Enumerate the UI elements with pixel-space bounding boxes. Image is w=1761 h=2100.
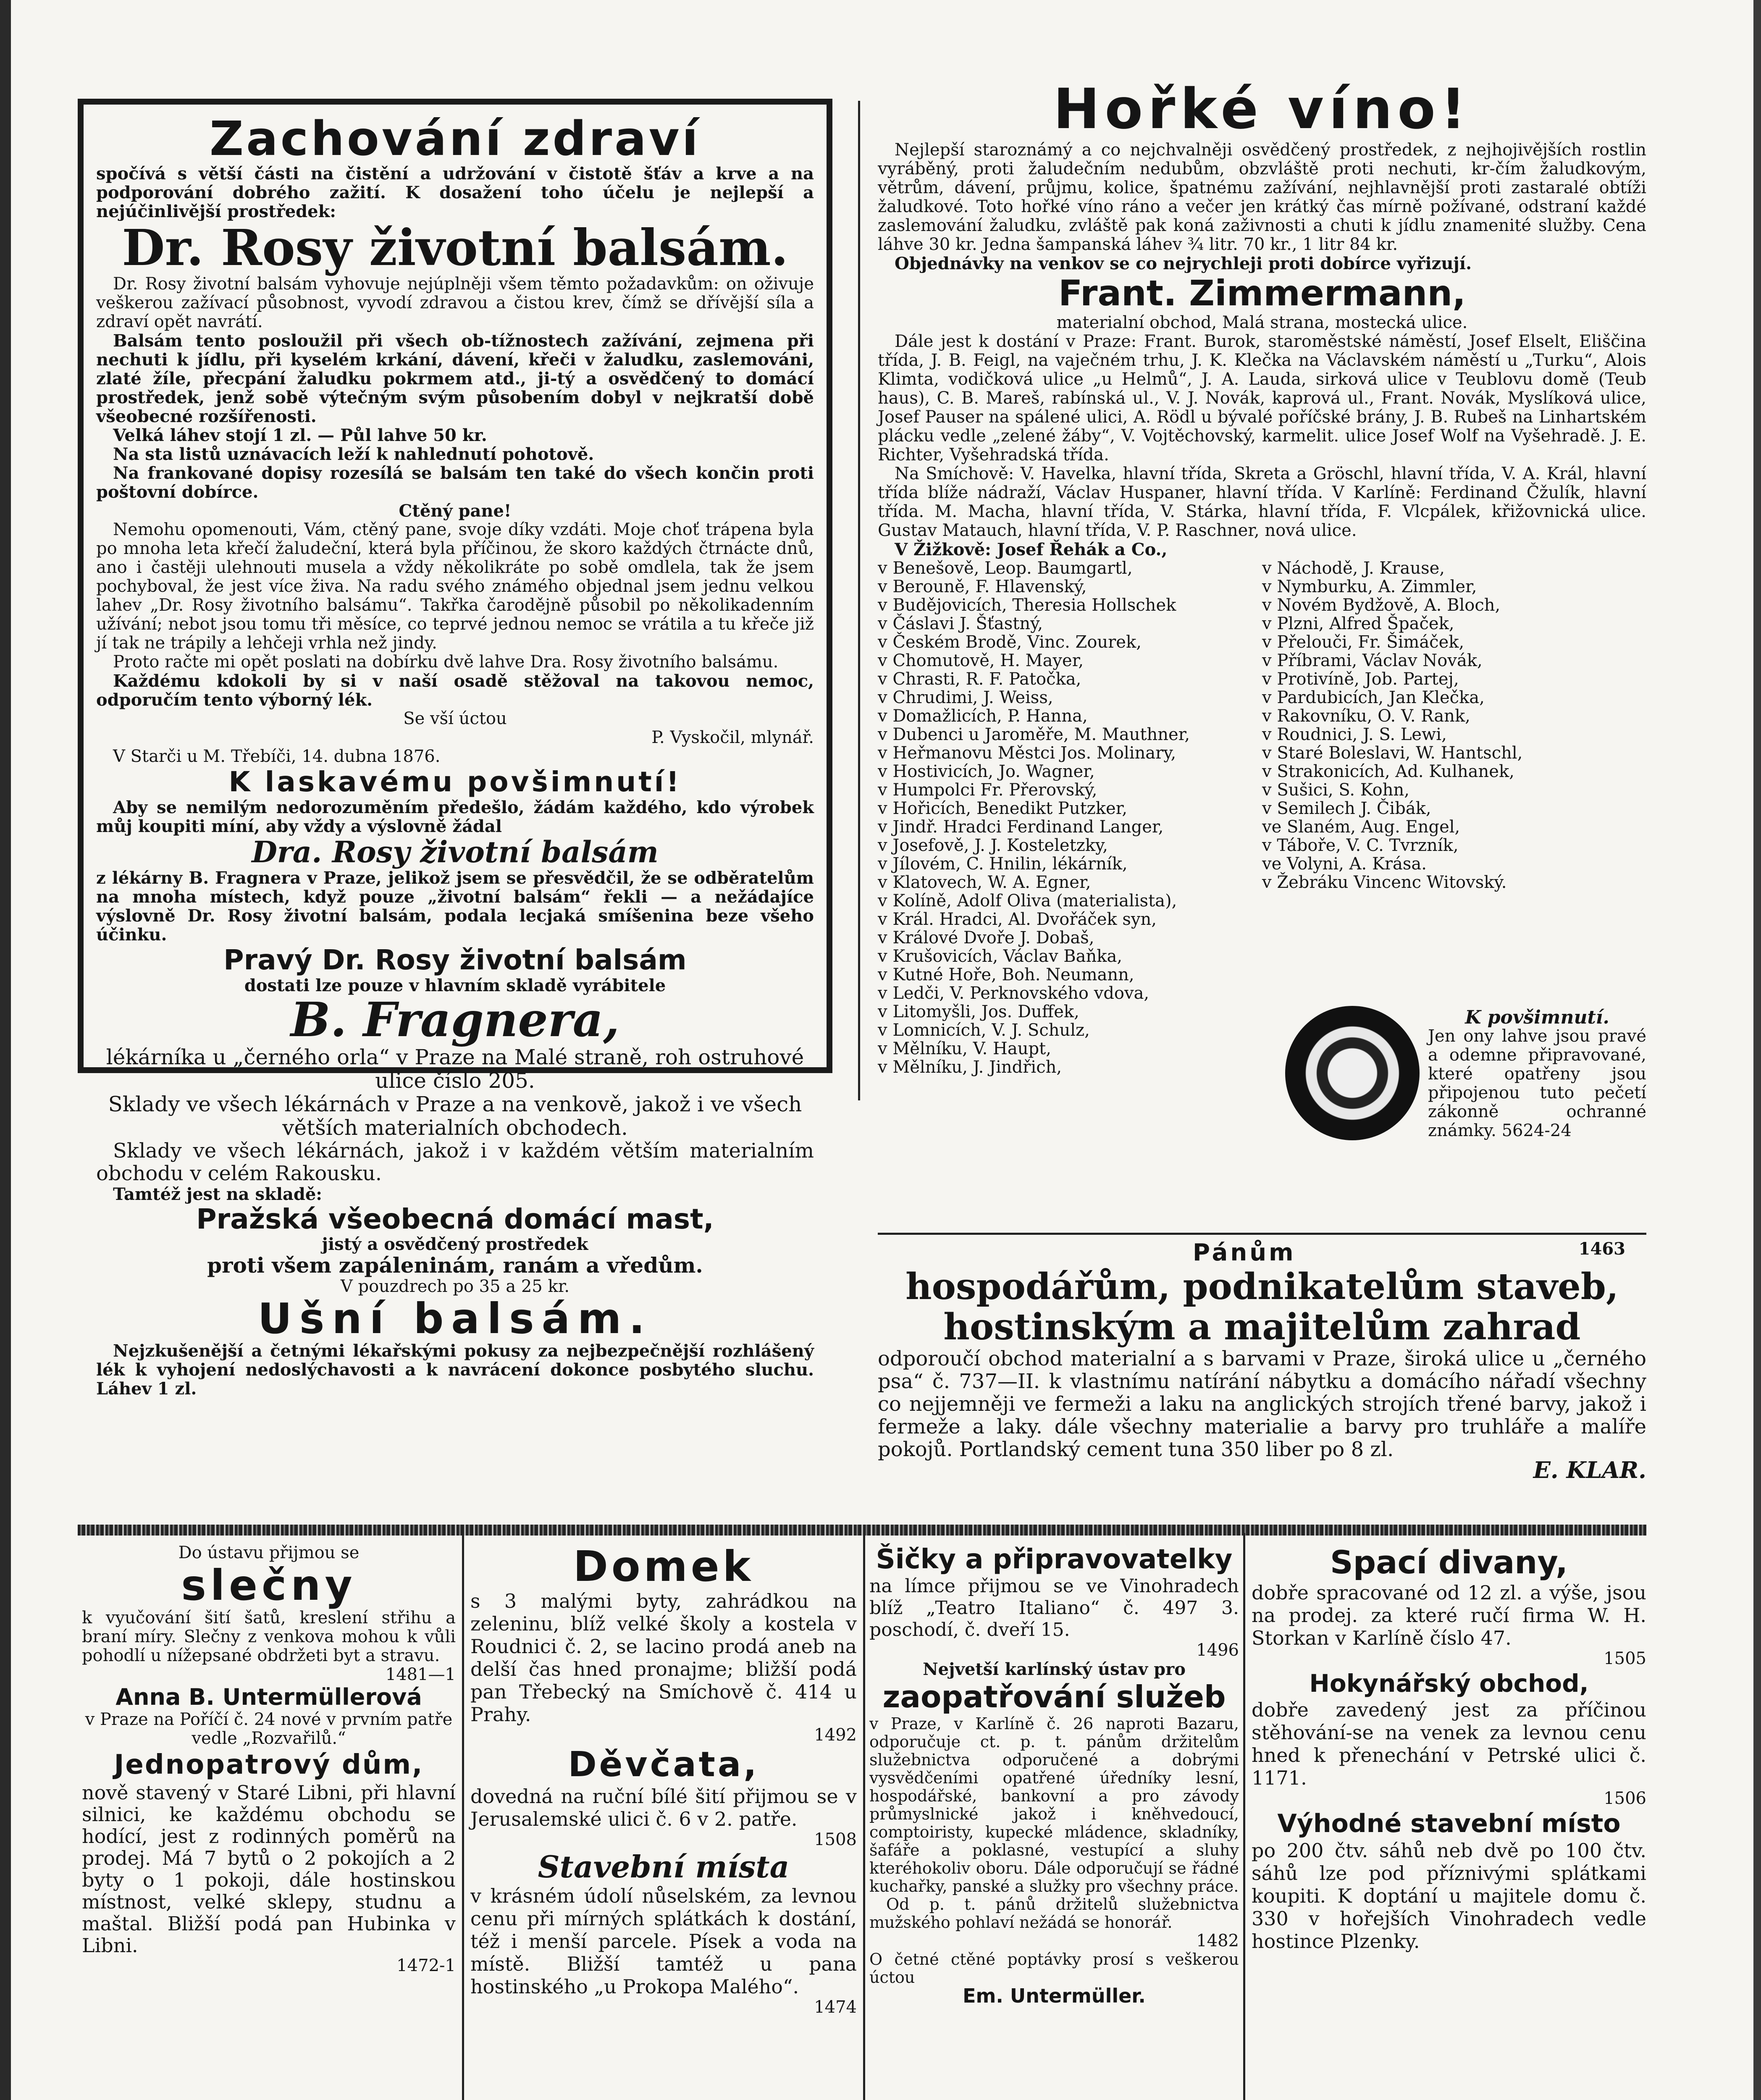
seller-name: Frant. Zimmermann, bbox=[1058, 273, 1466, 314]
salve-sub: jistý a osvědčený prostředek bbox=[322, 1234, 588, 1254]
town-stockist: v Semilech J. Čibák, bbox=[1262, 799, 1431, 818]
ad-text: v Praze, v Karlíně č. 26 naproti Bazaru, odporučuje ct. p. t. pánům držitelům služebnictva odporučené a dobrými vysvědčeními opatřené úředníky lesní, hospodářské, bankovní a pro závody průmyslnické jakož i kněhvedoucí, comptoiristy, kupecké mládence, skladníky, šafáře a poklasné, vestupící a sluhy kteréhokoliv oboru. Dále odporučují se řádné kuchařky, panské a služky pro všechny práce. bbox=[869, 1714, 1239, 1895]
salve-price: V pouzdrech po 35 a 25 kr. bbox=[340, 1277, 570, 1296]
ad-title: Zachování zdraví bbox=[209, 112, 701, 166]
town-stockist: v Rakovníku, O. V. Rank, bbox=[1262, 706, 1470, 726]
genuine-heading: Pravý Dr. Rosy životní balsám bbox=[223, 944, 687, 976]
ad-title: slečny bbox=[181, 1561, 357, 1610]
ad-title: Stavební místa bbox=[538, 1849, 790, 1885]
town-stockist: v Benešově, Leop. Baumgartl, bbox=[878, 559, 1133, 578]
stores-line: Sklady ve všech lékárnách, jakož i v každém větším materialním obchodu v celém Rakousku. bbox=[96, 1139, 814, 1185]
ad-number: 1463 bbox=[1578, 1239, 1625, 1259]
seal-note: Jen ony lahve jsou pravé a odemne připravované, které opatřeny jsou připojenou tuto pečetí zákonně ochranné známky. 5624-24 bbox=[1428, 1026, 1646, 1140]
town-stockist: v Příbrami, Václav Novák, bbox=[1262, 651, 1483, 670]
stockists-list: Dále jest k dostání v Praze: Frant. Burok, staroměstské náměstí, Josef Elselt, Eliščina třída, J. B. Feigl, na vaječném trhu, J. K. Klečka na Václavském náměstí u „Turku“, Alois Klimta, vodičková ulice „u Helmů“, J. A. Lauda, sirková ulice v Teublovu domě (Teub haus), C. B. Mareš, rabínská ul., V. J. Novák, kaprová ul., Frant. Novák, Myslíková ulice, Josef Pauser na spálené ulici, A. Rödl u bývalé poříčské brány, J. B. Rubeš na Linhartském plácku vedle „zelené žáby“, V. Vojtěchovský, karmelit. ulice Josef Wolf na Vyšehradě. J. E. Richter, Vyšehradská třída. bbox=[878, 332, 1646, 465]
notice-text: Aby se nemilým nedorozuměním předešlo, žádám každého, kdo výrobek můj koupiti míní, aby vždy a výslovně žádal bbox=[96, 798, 814, 836]
ad-title: Děvčata, bbox=[568, 1745, 759, 1785]
ear-text: Nejzkušenější a četnými lékařskými pokusy za nejbezpečnější rozhlášený lék k vyhojení nedoslýchavosti a k navrácení dokonce posbytého sluchu. Láhev 1 zl. bbox=[96, 1341, 814, 1399]
ad-column-4 bbox=[1252, 1544, 1646, 2100]
town-stockist: v Kolíně, Adolf Oliva (materialista), bbox=[878, 891, 1177, 911]
ad-title: zaopatřování služeb bbox=[882, 1679, 1226, 1714]
town-stockist: v Hořicích, Benedikt Putzker, bbox=[878, 799, 1128, 818]
town-stockist: v Jindř. Hradci Ferdinand Langer, bbox=[878, 817, 1164, 837]
ad-title: Hokynářský obchod, bbox=[1309, 1669, 1589, 1698]
column-divider bbox=[858, 101, 860, 1100]
town-stockist: v Pardubicích, Jan Klečka, bbox=[1262, 688, 1485, 707]
town-stockist: v Čáslavi J. Šťastný, bbox=[878, 614, 1043, 633]
testimonial-letter: Každému kdokoli by si v naší osadě stěžoval na takovou nemoc, odporučím tento výborný lék. bbox=[96, 671, 814, 710]
ad-signature: Em. Untermüller. bbox=[963, 1984, 1146, 2007]
ad-pre: Do ústavu přijmou se bbox=[178, 1543, 360, 1562]
ad-text: nově stavený v Staré Libni, při hlavní silnici, ke každému obchodu se hodící, jest z rodinných poměrů na prodej. Má 7 bytů o 2 pokojích a 2 byty o 1 pokoji, dále hostinskou místnost, velké sklepy, studnu a maštal. Bližší podá pan Hubinka v Libni. bbox=[82, 1781, 456, 1957]
town-stockist: v Jílovém, C. Hnilin, lékárník, bbox=[878, 854, 1128, 874]
town-stockist: v Heřmanovu Městci Jos. Molinary, bbox=[878, 743, 1176, 763]
top-border-ornament bbox=[78, 1525, 1646, 1536]
maker-address: lékárníka u „černého orla“ v Praze na Malé straně, roh ostruhové ulice číslo 205. bbox=[106, 1045, 804, 1093]
town-stockist: v Domažlicích, P. Hanna, bbox=[878, 706, 1088, 726]
town-stockists bbox=[878, 559, 1646, 1076]
town-stockist: v Českém Brodě, Vinc. Zourek, bbox=[878, 633, 1142, 652]
town-stockist: v Chomutově, H. Mayer, bbox=[878, 651, 1084, 670]
town-stockist: v Mělníku, V. Haupt, bbox=[878, 1039, 1051, 1058]
price-line: Velká láhev stojí 1 zl. — Půl lahve 50 kr. bbox=[113, 425, 487, 445]
page-edge-right bbox=[1753, 0, 1761, 2100]
town-stockist: ve Volyni, A. Krása. bbox=[1262, 854, 1427, 874]
health-balsam-ad bbox=[78, 99, 832, 1399]
ad-number: 1472-1 bbox=[396, 1956, 456, 1975]
town-stockist: v Táboře, V. C. Tvrzník, bbox=[1262, 836, 1459, 855]
ad-number: 1492 bbox=[814, 1725, 857, 1745]
franco-line: Na frankované dopisy rozesílá se balsám ten také do všech končin proti poštovní dobírce. bbox=[96, 463, 814, 502]
ad-text: dobře spracované od 12 zl. a výše, jsou na prodej. za které ručí firma W. H. Storkan v Karlíně číslo 47. bbox=[1252, 1581, 1646, 1649]
salve-title: Pražská všeobecná domácí mast, bbox=[196, 1203, 714, 1235]
ad-text: Od p. t. pánů držitelů služebnictva mužského pohlaví nežádá se honorář. bbox=[869, 1895, 1239, 1932]
town-stockist: v Budějovicích, Theresia Hollschek bbox=[878, 596, 1176, 615]
ad-number: 1505 bbox=[1604, 1649, 1646, 1668]
town-stockist: v Lomnicích, V. J. Schulz, bbox=[878, 1021, 1090, 1040]
ad-title: Hořké víno! bbox=[1053, 77, 1471, 142]
ad-number: 1482 bbox=[1196, 1931, 1239, 1950]
town-stockist: v Staré Boleslavi, W. Hantschl, bbox=[1262, 743, 1523, 763]
column-divider bbox=[462, 1533, 464, 2100]
town-stockist: v Kutné Hoře, Boh. Neumann, bbox=[878, 965, 1134, 984]
ad-number: 1496 bbox=[1196, 1641, 1239, 1660]
town-stockist: v Krušovicích, Václav Baňka, bbox=[878, 947, 1123, 966]
town-stockist: v Mělníku, J. Jindřich, bbox=[878, 1058, 1062, 1077]
town-stockist: v Roudnici, J. S. Lewi, bbox=[1262, 725, 1447, 744]
town-stockist: v Žebráku Vincenc Witovský. bbox=[1262, 873, 1507, 892]
town-stockist: v Náchodě, J. Krause, bbox=[1262, 559, 1445, 578]
town-stockist: v Josefově, J. J. Kosteletzky, bbox=[878, 836, 1108, 855]
also-line: Tamtéž jest na skladě: bbox=[113, 1184, 323, 1204]
advertiser-address: v Praze na Poříčí č. 24 nové v prvním patře vedle „Rozvařilů.“ bbox=[85, 1710, 453, 1748]
advertiser-name: Anna B. Untermüllerová bbox=[115, 1684, 422, 1710]
ad-paragraph: Nejlepší staroznámý a co nejchvalněji osvědčený prostředek, z nejhojivějších rostlin vyráběný, proti žaludečním nedubům, obzvláště proti nechuti, kr-čím žaludkovým, větrům, dávení, průjmu, kolice, špatnému zažívání, nejhlavnější proti zastaralé obtíži žaludkové. Toto hořké víno ráno a večer jen krátký čas mírně požívané, odstraní každé zaslemování žaludku, zvláště pak koná zaživnosti a chuti k jídlu znamenité služby. Cena láhve 30 kr. Jedna šampanská láhev ¾ litr. 70 kr., 1 litr 84 kr. bbox=[878, 140, 1646, 254]
ad-column-2 bbox=[470, 1544, 857, 2100]
ad-paragraph: odporoučí obchod materialní a s barvami v Praze, široká ulice u „černého psa“ č. 737—II. k vlastnímu natírání nábytku a domácího nářadí všechny co nejjemněji ve fermeži a laku na anglických strojích třené barvy, jakož i fermeže a laky. dále všechny materialie a barvy pro truhláře a malíře pokojů. Portlandský cement tuna 350 liber po 8 zl. bbox=[878, 1347, 1646, 1461]
ad-paragraph: Balsám tento posloužil při všech ob-tížnostech zažívání, zejmena při nechuti k jídlu, při kyselém krkání, dávení, křeči v žaludku, zaslemováni, zlaté žíle, přecpání žaludku pokrmem atd., ji-tý a osvědčený to domácí prostředek, jenž sobě výtečným svým působením dobyl v nejkratší době všeobecné rozšířenosti. bbox=[96, 331, 814, 426]
stores-line: Sklady ve všech lékárnách v Praze a na venkově, jakož i ve všech větších materialních obchodech. bbox=[108, 1092, 802, 1140]
maker-name: B. Fragnera, bbox=[290, 992, 620, 1047]
seal-caption: K povšimnutí. bbox=[1465, 1007, 1609, 1028]
town-stockist: v Protivíně, Job. Partej, bbox=[1262, 669, 1459, 689]
town-stockist: v Král. Hradci, Al. Dvořáček syn, bbox=[878, 910, 1157, 929]
ad-text: po 200 čtv. sáhů neb dvě po 100 čtv. sáhů lze pod příznivými splátkami koupiti. K doptání u majitele domu č. 330 v hořejších Vinohradech vedle hostince Plzenky. bbox=[1252, 1839, 1646, 1953]
town-stockist: v Dubenci u Jaroměře, M. Mauthner, bbox=[878, 725, 1190, 744]
testimonial-letter: Proto račte mi opět poslati na dobírku dvě lahve Dra. Rosy životního balsámu. bbox=[113, 652, 779, 672]
town-stockist: v Berouně, F. Hlavenský, bbox=[878, 577, 1087, 596]
town-stockist: v Nymburku, A. Zimmler, bbox=[1262, 577, 1477, 596]
ad-number: 1474 bbox=[814, 1998, 857, 2017]
ad-title: Výhodné stavební místo bbox=[1277, 1809, 1621, 1838]
ad-title: Spací divany, bbox=[1330, 1544, 1568, 1581]
stockists-list: Na Smíchově: V. Havelka, hlavní třída, Skreta a Gröschl, hlavní třída, V. A. Král, hlavní třída blíže nádraží, Václav Huspaner, hlavní třída. V Karlíně: Ferdinand Čžulík, hlavní třída. M. Macha, hlavní třída, V. Stárka, hlavní třída, F. Vlcpálek, křižovnická ulice. Gustav Matauch, hlavní třída, V. P. Raschner, nová ulice. bbox=[878, 464, 1646, 540]
column-divider bbox=[1243, 1533, 1245, 2100]
seal-notice bbox=[1428, 1008, 1646, 1184]
town-stockist: v Hostivicích, Jo. Wagner, bbox=[878, 762, 1095, 781]
ad-pre: Nejvetší karlínský ústav pro bbox=[923, 1659, 1186, 1679]
town-stockist: v Strakonicích, Ad. Kulhanek, bbox=[1262, 762, 1514, 781]
town-stockist: v Litomyšli, Jos. Duffek, bbox=[878, 1002, 1079, 1021]
divider bbox=[878, 1233, 1646, 1235]
ad-number: 1506 bbox=[1604, 1789, 1646, 1808]
seller-address: materialní obchod, Malá strana, mostecká ulice. bbox=[1056, 313, 1468, 332]
genuine-sub: dostati lze pouze v hlavním skladě vyrábitele bbox=[244, 976, 666, 995]
ad-text: dobře zavedený jest za příčinou stěhování-se na venek za levnou cenu hned k přenechání v Petrské ulici č. 1171. bbox=[1252, 1698, 1646, 1789]
ad-head: Pánům bbox=[1193, 1239, 1296, 1266]
ad-column-1 bbox=[82, 1544, 456, 2100]
notice-line: Na sta listů uznávacích leží k nahlednutí pohotově. bbox=[113, 444, 594, 464]
ad-column-3 bbox=[869, 1544, 1239, 2100]
product-name: Dr. Rosy životní balsám. bbox=[122, 218, 788, 277]
ad-number: 1508 bbox=[814, 1830, 857, 1849]
signoff: Se vší úctou bbox=[403, 709, 507, 728]
ad-text: s 3 malými byty, zahrádkou na zeleninu, blíž velké školy a kostela v Roudnici č. 2, se lacino prodá aneb na delší čas hned pronajme; bližší podá pan Třebecký na Smíchově č. 414 u Prahy. bbox=[470, 1590, 857, 1726]
notice-text: z lékárny B. Fragnera v Praze, jelikož jsem se přesvědčil, že se odběratelům na mnoha místech, když pouze „životní balsám“ řekli — a nežádajíce výslovně Dr. Rosy životní balsám, podala lecjaká smíšenina beze všeho účinku. bbox=[96, 868, 814, 945]
town-stockist: v Humpolci Fr. Přerovský, bbox=[878, 780, 1097, 800]
ad-number: 1481—1 bbox=[385, 1665, 456, 1684]
town-stockist: v Novém Bydžově, A. Bloch, bbox=[1262, 596, 1501, 615]
date-place: V Starči u M. Třebíči, 14. dubna 1876. bbox=[113, 747, 441, 766]
ad-text: k vyučování šití šatů, kreslení střihu a braní míry. Slečny z venkova mohou k vůli pohodlí u nížepsané obdržeti byt a stravu. bbox=[82, 1608, 456, 1665]
column-divider bbox=[863, 1533, 865, 2100]
ad-text: dovedná na ruční bílé šití přijmou se v Jerusalemské ulici č. 6 v 2. patře. bbox=[470, 1785, 857, 1830]
ad-title: Domek bbox=[573, 1542, 754, 1591]
ad-intro: spočívá s větší části na čistění a udržování v čistotě šťáv a krve a na podporování dobrého zažití. K dosažení toho účelu je nejlepší a nejúčinlivější prostředek: bbox=[96, 164, 814, 221]
town-stockist: v Ledči, V. Perknovského vdova, bbox=[878, 984, 1150, 1003]
paint-shop-ad bbox=[878, 1239, 1646, 1508]
ad-text: v krásném údolí nůselském, za levnou cenu při mírných splátkách k dostání, též i menší parcele. Písek a voda na místě. Bližší tamtéž u pana hostinského „u Prokopa Malého“. bbox=[470, 1885, 857, 1998]
salutation: Ctěný pane! bbox=[399, 501, 512, 521]
trademark-seal bbox=[1285, 1006, 1420, 1140]
town-stockist: v Králové Dvoře J. Dobaš, bbox=[878, 928, 1094, 948]
ad-signature: E. KLAR. bbox=[1533, 1457, 1646, 1483]
town-stockist: v Plzni, Alfred Špaček, bbox=[1262, 614, 1454, 633]
salve-sub: proti všem zapáleninám, ranám a vředům. bbox=[207, 1253, 703, 1278]
town-list-right bbox=[1262, 559, 1646, 1076]
notice-heading: K laskavému povšimnutí! bbox=[228, 766, 682, 798]
town-stockist: v Sušici, S. Kohn, bbox=[1262, 780, 1409, 800]
page-edge-left bbox=[0, 0, 11, 2100]
town-stockist: v Chrudimi, J. Weiss, bbox=[878, 688, 1053, 707]
town-stockist: v Klatovech, W. A. Egner, bbox=[878, 873, 1091, 892]
ad-title-line: hostinským a majitelům zahrad bbox=[943, 1306, 1581, 1348]
stockists-list: V Žižkově: Josef Řehák a Co., bbox=[895, 540, 1168, 559]
ear-title: Ušní balsám. bbox=[257, 1294, 653, 1343]
town-stockist: v Přelouči, Fr. Šimáček, bbox=[1262, 633, 1464, 652]
ad-text: na límce přijmou se ve Vinohradech blíž „Teatro Italiano“ č. 497 3. poschodí, č. dveří 15. bbox=[869, 1575, 1239, 1641]
product-name-italic: Dra. Rosy životní balsám bbox=[252, 835, 659, 869]
ad-title: Jednopatrový dům, bbox=[114, 1749, 424, 1780]
ad-paragraph: Dr. Rosy životní balsám vyhovuje nejúplněji všem těmto požadavkům: on oživuje veškerou zažívací působnost, vyvodí zdravou a čistou krev, čímž se dřívější síla a zdraví opět navrátí. bbox=[96, 274, 814, 331]
ad-text: O četné ctěné poptávky prosí s veškerou úctou bbox=[869, 1950, 1239, 1987]
orders-line: Objednávky na venkov se co nejrychleji proti dobírce vyřizují. bbox=[895, 254, 1472, 273]
ad-title-line: hospodářům, podnikatelům staveb, bbox=[905, 1265, 1619, 1308]
testimonial-letter: Nemohu opomenouti, Vám, ctěný pane, svoje díky vzdáti. Moje choť trápena byla po mnoha leta křečí žaludeční, která byla příčinou, že skoro každých čtrnácte dnů, ano i častěji ulehnouti musela a vždy několikráte po sobě omdlela, tak že jsem pochyboval, že jest více živa. Na radu svého známého objednal jsem jednu velkou lahev „Dr. Rosy životního balsámu“. Takřka čarodějně působil po několikadenním užívání; nebot jsou tomu tři měsíce, co teprvé jednou nemoc se vrátila a tu křeče již jí tak ne trápily a lehčeji vrhla než jindy. bbox=[96, 520, 814, 653]
town-list-left bbox=[878, 559, 1262, 1076]
town-stockist: v Chrasti, R. F. Patočka, bbox=[878, 669, 1081, 689]
ad-title: Šičky a připravovatelky bbox=[876, 1544, 1233, 1575]
town-stockist: ve Slaném, Aug. Engel, bbox=[1262, 817, 1460, 837]
signer: P. Vyskočil, mlynář. bbox=[651, 728, 814, 747]
